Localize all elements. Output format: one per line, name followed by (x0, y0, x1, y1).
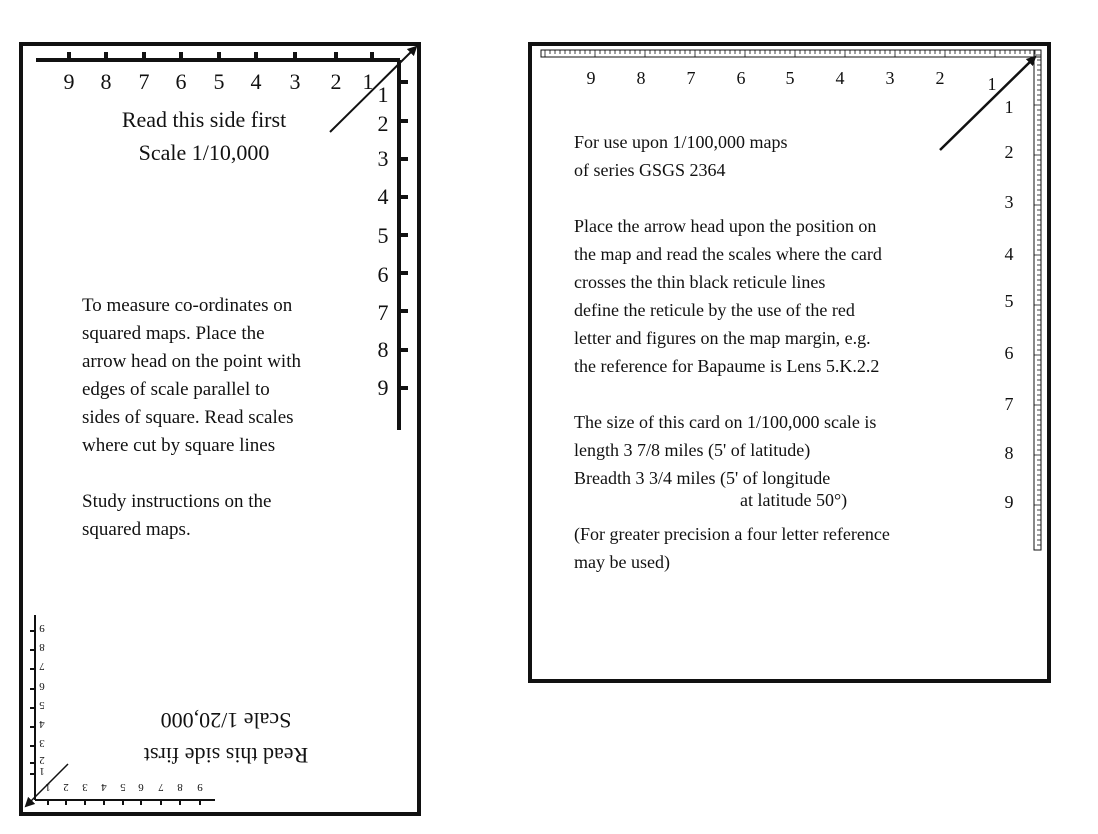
right-top-number: 7 (686, 68, 696, 88)
inverted-side-number: 5 (39, 699, 45, 711)
instruction-line: arrow head on the point with (82, 351, 301, 372)
inverted-side-number: 4 (39, 718, 45, 730)
inverted-bottom-number: 6 (138, 781, 144, 793)
inverted-bottom-number: 5 (120, 781, 126, 793)
left-top-number: 1 (362, 69, 374, 94)
inverted-bottom-number: 3 (82, 781, 88, 793)
left-side-number: 7 (377, 300, 389, 325)
para4-line: may be used) (574, 552, 670, 572)
left-side-number: 5 (377, 223, 389, 248)
inverted-scale: Scale 1/20,000 (160, 708, 292, 733)
right-arrow-icon (940, 57, 1035, 150)
inverted-side-number: 2 (39, 754, 45, 766)
inverted-side-numbers (39, 622, 45, 777)
left-side-number: 9 (377, 375, 389, 400)
left-side-number: 2 (377, 111, 389, 136)
right-side-number: 9 (1004, 492, 1014, 512)
right-side-number: 4 (1004, 244, 1014, 264)
study-line: squared maps. (82, 519, 191, 540)
inverted-side-number: 3 (39, 737, 45, 749)
right-side-number: 5 (1004, 291, 1014, 311)
right-top-number: 5 (785, 68, 795, 88)
right-side-number: 8 (1004, 443, 1014, 463)
left-top-scale-numbers (64, 69, 374, 94)
para2-line: the map and read the scales where the card (574, 244, 882, 264)
right-card (530, 44, 1049, 681)
right-top-scale-numbers (587, 68, 997, 94)
right-top-ruler-ticks (545, 50, 1035, 57)
left-heading: Read this side first (121, 107, 287, 132)
inverted-heading: Read this side first (143, 743, 309, 768)
para2-line: letter and figures on the map margin, e.g. (574, 328, 871, 348)
right-top-number: 3 (885, 68, 895, 88)
left-side-number: 6 (377, 262, 389, 287)
inverted-side-number: 9 (39, 622, 45, 634)
right-top-number: 9 (586, 68, 596, 88)
inverted-side-number: 6 (39, 680, 45, 692)
left-side-scale-numbers (378, 82, 389, 400)
left-side-number: 3 (377, 146, 389, 171)
right-side-number: 1 (1004, 97, 1014, 117)
right-side-number: 6 (1004, 343, 1014, 363)
left-top-number: 8 (100, 69, 112, 94)
inverted-bottom-numbers (45, 781, 203, 793)
right-side-scale-numbers (1005, 97, 1014, 512)
right-side-number: 7 (1004, 394, 1014, 414)
right-top-number: 6 (736, 68, 746, 88)
para2-line: Place the arrow head upon the position on (574, 216, 877, 236)
left-top-number: 9 (63, 69, 75, 94)
para1-line: of series GSGS 2364 (574, 160, 726, 180)
para2-line: the reference for Bapaume is Lens 5.K.2.2 (574, 356, 880, 376)
instruction-line: squared maps. Place the (82, 323, 265, 344)
left-top-number: 2 (330, 69, 342, 94)
right-side-number: 2 (1004, 142, 1014, 162)
inverted-bottom-number: 2 (63, 781, 69, 793)
inverted-bottom-number: 9 (197, 781, 203, 793)
instruction-line: where cut by square lines (82, 435, 276, 456)
left-side-number: 8 (377, 337, 389, 362)
study-line: Study instructions on the (82, 491, 272, 512)
para1-line: For use upon 1/100,000 maps (574, 132, 788, 152)
right-side-ruler-ticks (1034, 55, 1041, 545)
left-top-number: 7 (138, 69, 150, 94)
instruction-line: sides of square. Read scales (82, 407, 294, 428)
inverted-bottom-number: 1 (45, 781, 51, 793)
right-top-number: 4 (835, 68, 845, 88)
right-side-number: 3 (1004, 192, 1014, 212)
inverted-side-number: 7 (39, 660, 45, 672)
para4-line: (For greater precision a four letter reference (574, 524, 890, 544)
left-top-number: 3 (289, 69, 301, 94)
instruction-line: To measure co-ordinates on (82, 295, 293, 316)
left-top-number: 4 (250, 69, 262, 94)
inverted-bottom-number: 7 (158, 781, 164, 793)
left-instructions (82, 295, 301, 540)
left-card (21, 44, 419, 814)
para2-line: crosses the thin black reticule lines (574, 272, 826, 292)
inverted-side-number: 8 (39, 641, 45, 653)
right-top-number: 8 (636, 68, 646, 88)
para3-line: Breadth 3 3/4 miles (5' of longitude (574, 468, 831, 488)
left-side-number: 4 (377, 184, 389, 209)
inverted-side-number: 1 (39, 765, 45, 777)
right-instructions (574, 132, 890, 573)
left-inverted-section (26, 615, 308, 806)
left-scale: Scale 1/10,000 (138, 140, 270, 165)
instruction-line: edges of scale parallel to (82, 379, 270, 400)
para3-line: The size of this card on 1/100,000 scale is (574, 412, 877, 432)
left-top-number: 5 (213, 69, 225, 94)
right-top-number: 2 (935, 68, 945, 88)
right-top-number: 1 (987, 74, 997, 94)
left-side-number: 1 (377, 82, 389, 107)
left-top-number: 6 (175, 69, 187, 94)
inverted-bottom-number: 8 (177, 781, 183, 793)
para3-line: at latitude 50°) (740, 490, 848, 510)
para3-line: length 3 7/8 miles (5' of latitude) (574, 440, 811, 460)
inverted-bottom-number: 4 (101, 781, 107, 793)
right-top-ruler (541, 50, 1041, 57)
para2-line: define the reticule by the use of the red (574, 300, 855, 320)
